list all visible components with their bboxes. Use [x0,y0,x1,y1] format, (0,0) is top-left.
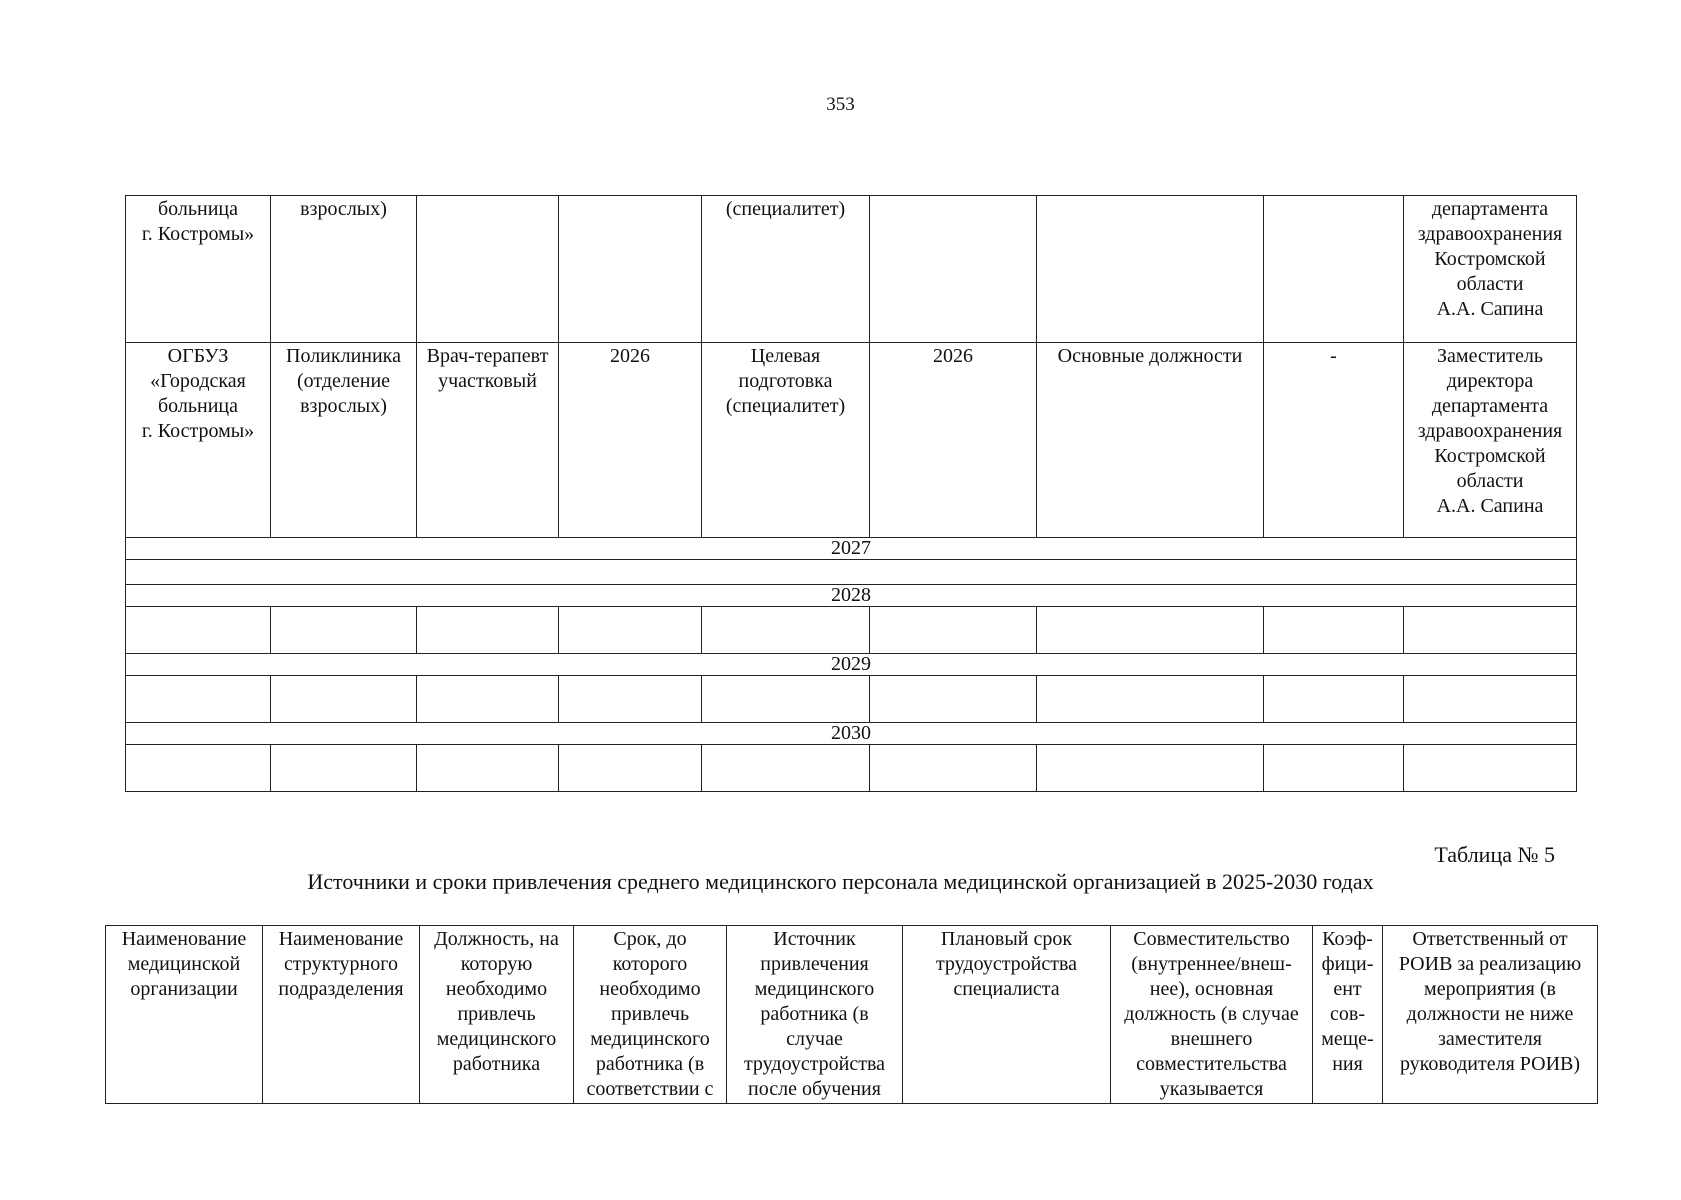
combination-cell: Основные должности [1037,343,1264,538]
org-cell: больница г. Костромы» [126,196,271,343]
coefficient-cell [1264,196,1404,343]
empty-cell [1264,745,1404,792]
year-row [126,585,1577,607]
page-number: 353 [826,94,855,115]
empty-cell [126,607,271,654]
deadline-cell: 2026 [559,343,702,538]
table-row [126,196,1577,343]
empty-cell [1264,676,1404,723]
table-number: Таблица № 5 [1434,842,1555,867]
planned-date-cell [870,196,1037,343]
bottom-table [105,925,1598,1104]
empty-cell [870,607,1037,654]
empty-cell [870,676,1037,723]
year-2027: 2027 [126,538,1577,560]
year-2028: 2028 [126,585,1577,607]
header-row [106,926,1598,1104]
org-cell: ОГБУЗ «Городская больница г. Костромы» [126,343,271,538]
empty-cell [271,607,417,654]
position-cell [417,196,559,343]
empty-cell [702,676,870,723]
source-cell: Целевая подготовка (специалитет) [702,343,870,538]
empty-cell [559,607,702,654]
division-cell: взрослых) [271,196,417,343]
empty-cell [1264,607,1404,654]
position-cell: Врач-терапевт участковый [417,343,559,538]
responsible-cell: Заместитель директора департамента здравоохранения Костромской области А.А. Сапина [1404,343,1577,538]
empty-cell [1037,745,1264,792]
empty-cell [417,607,559,654]
planned-date-cell: 2026 [870,343,1037,538]
empty-cell [1404,745,1577,792]
empty-cell [559,745,702,792]
header-responsible: Ответственный от РОИВ за реализацию мероприятия (в должности не ниже заместителя руководителя РОИВ) [1383,926,1598,1104]
combination-cell [1037,196,1264,343]
table-title: Источники и сроки привлечения среднего медицинского персонала медицинской организацией в 2025-2030 годах [307,869,1374,894]
empty-cell [1037,607,1264,654]
empty-cell [702,745,870,792]
empty-cell [417,745,559,792]
year-row [126,538,1577,560]
empty-cell [417,676,559,723]
empty-cell [126,745,271,792]
responsible-cell: департамента здравоохранения Костромской области А.А. Сапина [1404,196,1577,343]
header-planned-date: Плановый срок трудоустройства специалиста [903,926,1111,1104]
header-division: Наименование структурного подразделения [263,926,420,1104]
header-source: Источник привлечения медицинского работника (в случае трудоустройства после обучения [727,926,903,1104]
empty-cell [702,607,870,654]
table-row [126,607,1577,654]
empty-cell [1404,607,1577,654]
coefficient-cell: - [1264,343,1404,538]
header-position: Должность, на которую необходимо привлечь медицинского работника [420,926,574,1104]
top-table [125,195,1577,792]
blank-row [126,560,1577,585]
year-2029: 2029 [126,654,1577,676]
blank-cell [126,560,1577,585]
division-cell: Поликлиника (отделение взрослых) [271,343,417,538]
table-row [126,676,1577,723]
empty-cell [126,676,271,723]
year-2030: 2030 [126,723,1577,745]
empty-cell [870,745,1037,792]
empty-cell [271,676,417,723]
empty-cell [271,745,417,792]
header-deadline: Срок, до которого необходимо привлечь медицинского работника (в соответствии с [574,926,727,1104]
empty-cell [1404,676,1577,723]
year-row [126,723,1577,745]
deadline-cell [559,196,702,343]
header-coefficient: Коэф- фици- ент сов- меще- ния [1313,926,1383,1104]
source-cell: (специалитет) [702,196,870,343]
table-row [126,343,1577,538]
header-org: Наименование медицинской организации [106,926,263,1104]
header-combination: Совместительство (внутреннее/внеш- нее), основная должность (в случае внешнего совместительства указывается [1111,926,1313,1104]
table-row [126,745,1577,792]
empty-cell [559,676,702,723]
year-row [126,654,1577,676]
empty-cell [1037,676,1264,723]
